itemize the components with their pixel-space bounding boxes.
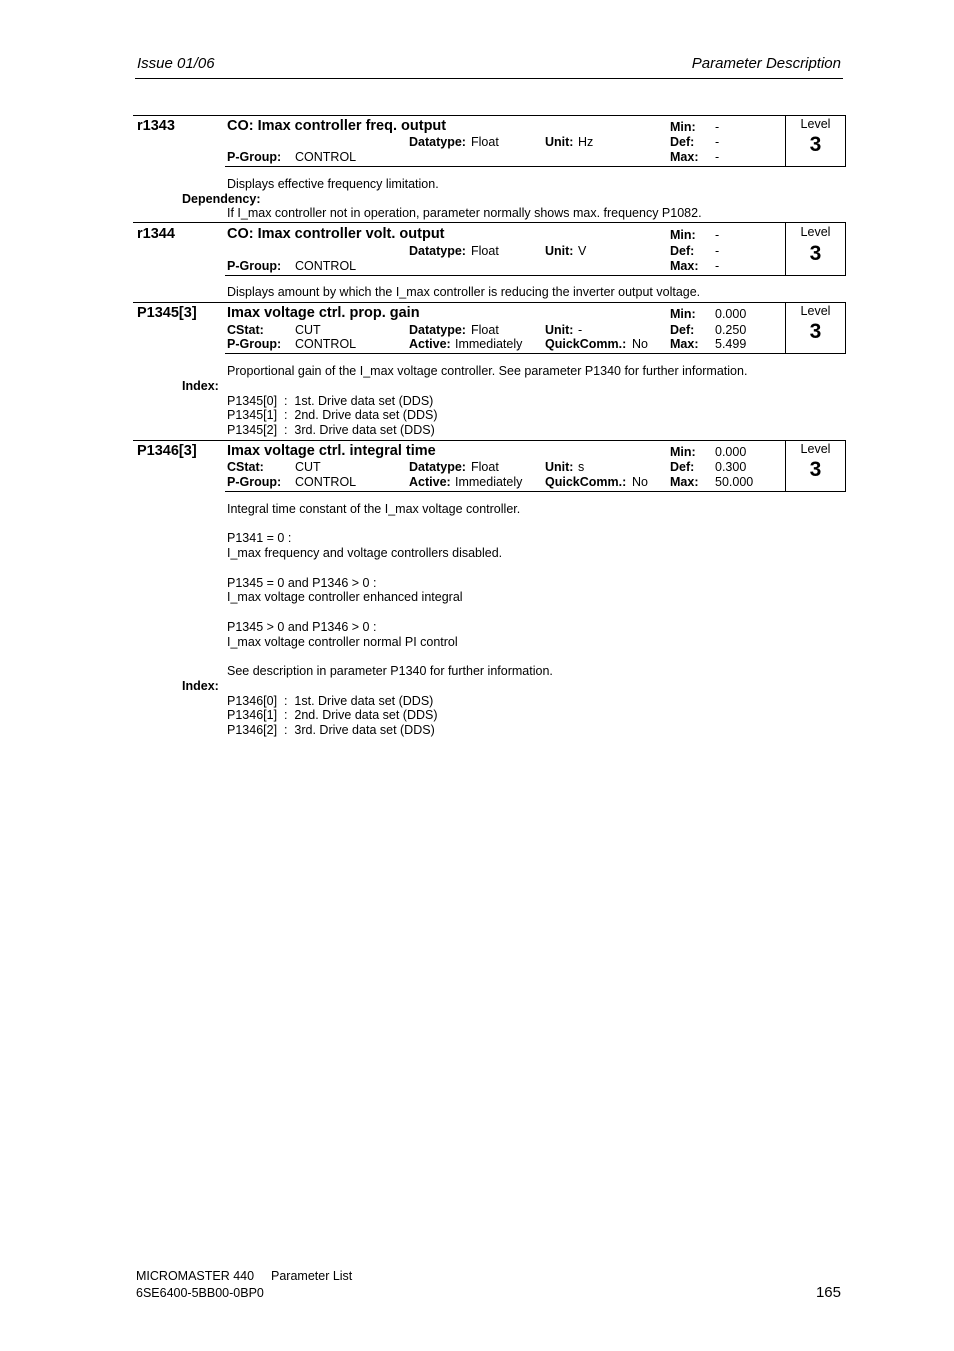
param-id: P1345[3]: [137, 305, 197, 321]
index-item: P1345[0] : 1st. Drive data set (DDS): [227, 394, 434, 408]
level-label: Level: [800, 304, 831, 318]
param-title: CO: Imax controller volt. output: [227, 226, 445, 242]
min-value: -: [715, 120, 720, 134]
max-label: Max:: [670, 150, 699, 164]
datatype-label: Datatype:: [409, 244, 466, 258]
datatype-value: Float: [471, 323, 499, 337]
condition-effect: I_max voltage controller normal PI control: [227, 635, 458, 649]
param-title: Imax voltage ctrl. integral time: [227, 443, 436, 459]
def-value: 0.300: [715, 460, 747, 474]
condition-effect: I_max voltage controller enhanced integral: [227, 590, 463, 604]
datatype-value: Float: [471, 244, 499, 258]
dependency-label: Dependency:: [182, 192, 261, 206]
param-id: r1343: [137, 118, 175, 134]
index-label: Index:: [182, 679, 219, 693]
param-description: Integral time constant of the I_max voltage controller.: [227, 502, 521, 516]
datatype-value: Float: [471, 460, 499, 474]
level-box-right: [845, 222, 846, 276]
active-label: Active:: [409, 475, 451, 489]
index-item: P1346[1] : 2nd. Drive data set (DDS): [227, 708, 438, 722]
unit-value: s: [578, 460, 585, 474]
pgroup-value: CONTROL: [295, 150, 357, 164]
min-value: -: [715, 228, 720, 242]
unit-value: Hz: [578, 135, 594, 149]
param-top-rule: [133, 222, 846, 223]
param-title: Imax voltage ctrl. prop. gain: [227, 305, 420, 321]
index-item: P1346[2] : 3rd. Drive data set (DDS): [227, 723, 435, 737]
max-label: Max:: [670, 259, 699, 273]
def-label: Def:: [670, 244, 695, 258]
min-label: Min:: [670, 120, 696, 134]
max-value: 50.000: [715, 475, 754, 489]
datatype-label: Datatype:: [409, 135, 466, 149]
level-label: Level: [800, 117, 831, 131]
level-box-right: [845, 115, 846, 167]
unit-value: V: [578, 244, 587, 258]
level-value: 3: [809, 133, 822, 156]
unit-label: Unit:: [545, 460, 574, 474]
max-value: -: [715, 150, 720, 164]
condition-line: P1341 = 0 :: [227, 531, 292, 545]
unit-label: Unit:: [545, 244, 574, 258]
active-label: Active:: [409, 337, 451, 351]
min-label: Min:: [670, 445, 696, 459]
footer-order-number: 6SE6400-5BB00-0BP0: [136, 1286, 264, 1300]
cstat-label: CStat:: [227, 460, 264, 474]
def-value: 0.250: [715, 323, 747, 337]
level-box-right: [845, 440, 846, 492]
quickcomm-label: QuickComm.:: [545, 475, 627, 489]
active-value: Immediately: [455, 475, 523, 489]
level-value: 3: [809, 458, 822, 481]
cstat-label: CStat:: [227, 323, 264, 337]
level-value: 3: [809, 242, 822, 265]
cstat-value: CUT: [295, 460, 321, 474]
datatype-value: Float: [471, 135, 499, 149]
param-bottom-rule: [225, 353, 846, 354]
dependency-text: If I_max controller not in operation, parameter normally shows max. frequency P1082.: [227, 206, 702, 220]
pgroup-label: P-Group:: [227, 150, 282, 164]
min-value: 0.000: [715, 445, 747, 459]
unit-label: Unit:: [545, 323, 574, 337]
unit-label: Unit:: [545, 135, 574, 149]
param-top-rule: [133, 115, 846, 116]
pgroup-label: P-Group:: [227, 337, 282, 351]
level-label: Level: [800, 442, 831, 456]
condition-effect: I_max frequency and voltage controllers disabled.: [227, 546, 503, 560]
unit-value: -: [578, 323, 583, 337]
min-label: Min:: [670, 307, 696, 321]
active-value: Immediately: [455, 337, 523, 351]
param-description: Displays amount by which the I_max controller is reducing the inverter output voltage.: [227, 285, 701, 299]
index-item: P1345[2] : 3rd. Drive data set (DDS): [227, 423, 435, 437]
footer-product: MICROMASTER 440: [136, 1269, 255, 1283]
max-label: Max:: [670, 475, 699, 489]
param-description: Proportional gain of the I_max voltage controller. See parameter P1340 for further information.: [227, 364, 748, 378]
index-item: P1345[1] : 2nd. Drive data set (DDS): [227, 408, 438, 422]
def-label: Def:: [670, 323, 695, 337]
pgroup-label: P-Group:: [227, 259, 282, 273]
def-value: -: [715, 244, 720, 258]
level-value: 3: [809, 320, 822, 343]
header-rule: [135, 78, 843, 79]
quickcomm-value: No: [632, 475, 648, 489]
index-item: P1346[0] : 1st. Drive data set (DDS): [227, 694, 434, 708]
param-title: CO: Imax controller freq. output: [227, 118, 447, 134]
param-bottom-rule: [225, 166, 846, 167]
pgroup-label: P-Group:: [227, 475, 282, 489]
param-id: P1346[3]: [137, 443, 197, 459]
def-value: -: [715, 135, 720, 149]
def-label: Def:: [670, 135, 695, 149]
footer-doc: Parameter List: [271, 1269, 353, 1283]
page-number: 165: [815, 1284, 841, 1301]
param-bottom-rule: [225, 491, 846, 492]
max-value: -: [715, 259, 720, 273]
max-label: Max:: [670, 337, 699, 351]
quickcomm-value: No: [632, 337, 648, 351]
condition-line: P1345 > 0 and P1346 > 0 :: [227, 620, 377, 634]
condition-line: P1345 = 0 and P1346 > 0 :: [227, 576, 377, 590]
param-top-rule: [133, 440, 846, 441]
param-top-rule: [133, 302, 846, 303]
level-box-right: [845, 302, 846, 354]
pgroup-value: CONTROL: [295, 337, 357, 351]
cstat-value: CUT: [295, 323, 321, 337]
def-label: Def:: [670, 460, 695, 474]
param-bottom-rule: [225, 275, 846, 276]
min-value: 0.000: [715, 307, 747, 321]
param-id: r1344: [137, 226, 175, 242]
quickcomm-label: QuickComm.:: [545, 337, 627, 351]
see-also-text: See description in parameter P1340 for further information.: [227, 664, 553, 678]
min-label: Min:: [670, 228, 696, 242]
datatype-label: Datatype:: [409, 323, 466, 337]
datatype-label: Datatype:: [409, 460, 466, 474]
header-section: Parameter Description: [691, 55, 841, 72]
param-description: Displays effective frequency limitation.: [227, 177, 439, 191]
pgroup-value: CONTROL: [295, 259, 357, 273]
level-label: Level: [800, 225, 831, 239]
pgroup-value: CONTROL: [295, 475, 357, 489]
max-value: 5.499: [715, 337, 747, 351]
index-label: Index:: [182, 379, 219, 393]
header-issue: Issue 01/06: [137, 55, 215, 72]
